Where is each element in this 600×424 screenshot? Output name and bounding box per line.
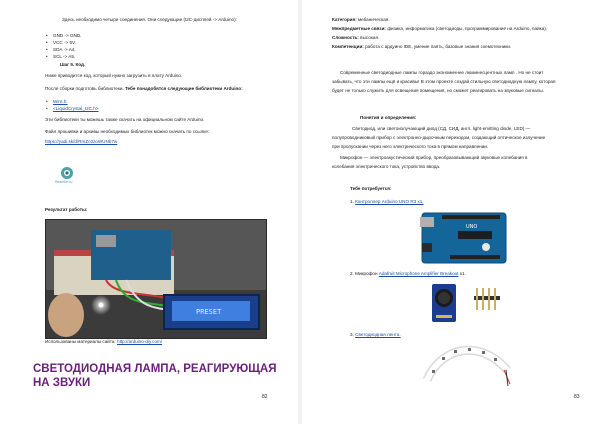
result-photo bbox=[45, 219, 267, 339]
download-paragraph: Эти библиотеки ты можешь также скачать на официальном сайте Arduino. bbox=[45, 117, 205, 122]
need-heading: Тебе потребуется: bbox=[350, 186, 392, 191]
competence-line bbox=[332, 44, 511, 50]
item-link[interactable]: Контроллер Arduino UNO R3 х1. bbox=[355, 199, 424, 204]
connection-item: • VCC -> 5V. bbox=[53, 40, 76, 46]
item-arduino bbox=[350, 199, 424, 205]
download-link[interactable]: https://yadi.sk/d/RmZc0zoWUNb7w bbox=[45, 139, 118, 144]
item-link[interactable]: Светодиодная лента. bbox=[355, 332, 401, 337]
concepts-heading: Понятия и определения: bbox=[360, 115, 417, 120]
category-line bbox=[332, 17, 390, 23]
connection-item: • SCL -> A5. bbox=[53, 54, 75, 60]
item-microphone bbox=[350, 271, 466, 277]
concept-line: при пропускании через него электрического тока в прямом направлении. bbox=[332, 144, 489, 149]
intro-text: Здесь необходимо четыре соединения. Они следующие (I2C-дисплей -> Arduino): bbox=[62, 17, 237, 22]
result-photo-image bbox=[46, 220, 266, 338]
category-label: Категория: bbox=[332, 17, 357, 22]
materials-prefix: Использованы материалы сайта: bbox=[45, 339, 116, 344]
section-title: СВЕТОДИОДНАЯ ЛАМПА, РЕАГИРУЮЩАЯ НА ЗВУКИ bbox=[33, 363, 277, 389]
microphone-figure bbox=[430, 282, 510, 331]
concept-line: Микрофон — электроакустический прибор, преобразовывающий звуковые колебания в bbox=[340, 155, 528, 160]
difficulty-line bbox=[332, 35, 379, 41]
reaction-logo bbox=[55, 165, 79, 187]
item-prefix: Микрофон bbox=[355, 271, 379, 276]
item-link[interactable]: Adafruit Microphone Amplifier Breakout bbox=[378, 271, 459, 276]
libraries-needed-text: Тебе понадобятся следующие библиотеки Arduino: bbox=[124, 86, 243, 91]
item-suffix: х1. bbox=[459, 271, 466, 276]
page-number: 83 bbox=[574, 394, 580, 400]
library-link[interactable]: • Wire.h. bbox=[53, 99, 68, 105]
logo-caption: Reaction.ru bbox=[55, 180, 73, 184]
intro-line: забывать, что эти лампы ещё и красивы! В этом проекте создай стильную светодиодную лампу, которая bbox=[332, 79, 556, 84]
library-link[interactable]: • <LiquidCrystal_I2C.h> bbox=[53, 106, 98, 112]
difficulty-value: высокая. bbox=[360, 35, 380, 40]
item-number: 3. bbox=[350, 332, 354, 337]
arduino-board-icon bbox=[420, 209, 508, 265]
connection-item: • GND -> GND. bbox=[53, 33, 81, 39]
step-heading: Шаг 5. Код. bbox=[60, 62, 86, 67]
inter-line bbox=[332, 26, 547, 32]
intro-line: будет не только служить для освещения помещения, но сможет реагировать на звуковые сигналы. bbox=[332, 88, 544, 93]
item-number: 2. bbox=[350, 271, 354, 276]
libraries-paragraph bbox=[45, 86, 243, 92]
concept-line: колебания электрического тока, устройство ввода. bbox=[332, 164, 441, 169]
left-page bbox=[0, 0, 298, 424]
firmware-paragraph: Файл прошивки и архивы необходимых библиотек можно скачать по ссылке: bbox=[45, 129, 210, 134]
right-page bbox=[302, 0, 600, 424]
inter-value: физика, информатика (светодиоды, программирование на Arduino, пайка). bbox=[387, 26, 548, 31]
item-number: 1. bbox=[350, 199, 354, 204]
microphone-breakout-icon bbox=[430, 282, 510, 326]
led-strip-icon bbox=[422, 340, 512, 388]
led-strip-figure bbox=[422, 340, 512, 393]
svg-text:UNO: UNO bbox=[466, 224, 478, 230]
competence-label: Компетенции: bbox=[332, 44, 364, 49]
materials-credit bbox=[45, 339, 162, 345]
item-led-strip bbox=[350, 332, 401, 338]
concept-line: полупроводниковый прибор с электронно-дырочным переходом, создающий оптическое излучение bbox=[332, 135, 546, 140]
result-label: Результат работы: bbox=[45, 207, 88, 212]
concept-line: Светодиод, или светоизлучающий диод (СД, СИД, англ. light-emitting diode, LED) — bbox=[352, 126, 531, 131]
code-paragraph: Ниже приводится код, который нужно загрузить в плату Arduino. bbox=[45, 73, 183, 78]
inter-label: Межпредметные связи: bbox=[332, 26, 386, 31]
page-number: 82 bbox=[262, 394, 268, 400]
materials-link[interactable]: http://arduino-diy.com/ bbox=[117, 339, 163, 344]
competence-value: работа с ардуино IDE, умение паять, базовые знания схемотехники. bbox=[365, 44, 512, 49]
difficulty-label: Сложность: bbox=[332, 35, 359, 40]
connection-item: • SDA -> A4. bbox=[53, 47, 76, 53]
libraries-prep-text: После сборки подготовь библиотеки. bbox=[45, 86, 124, 91]
lcd-text: PRESET bbox=[196, 308, 222, 316]
intro-line: Современные светодиодные лампы гораздо экономичнее люминесцентных ламп . Но не стоит bbox=[340, 70, 544, 75]
category-value: мебаническая. bbox=[358, 17, 390, 22]
arduino-board-figure bbox=[420, 209, 508, 270]
